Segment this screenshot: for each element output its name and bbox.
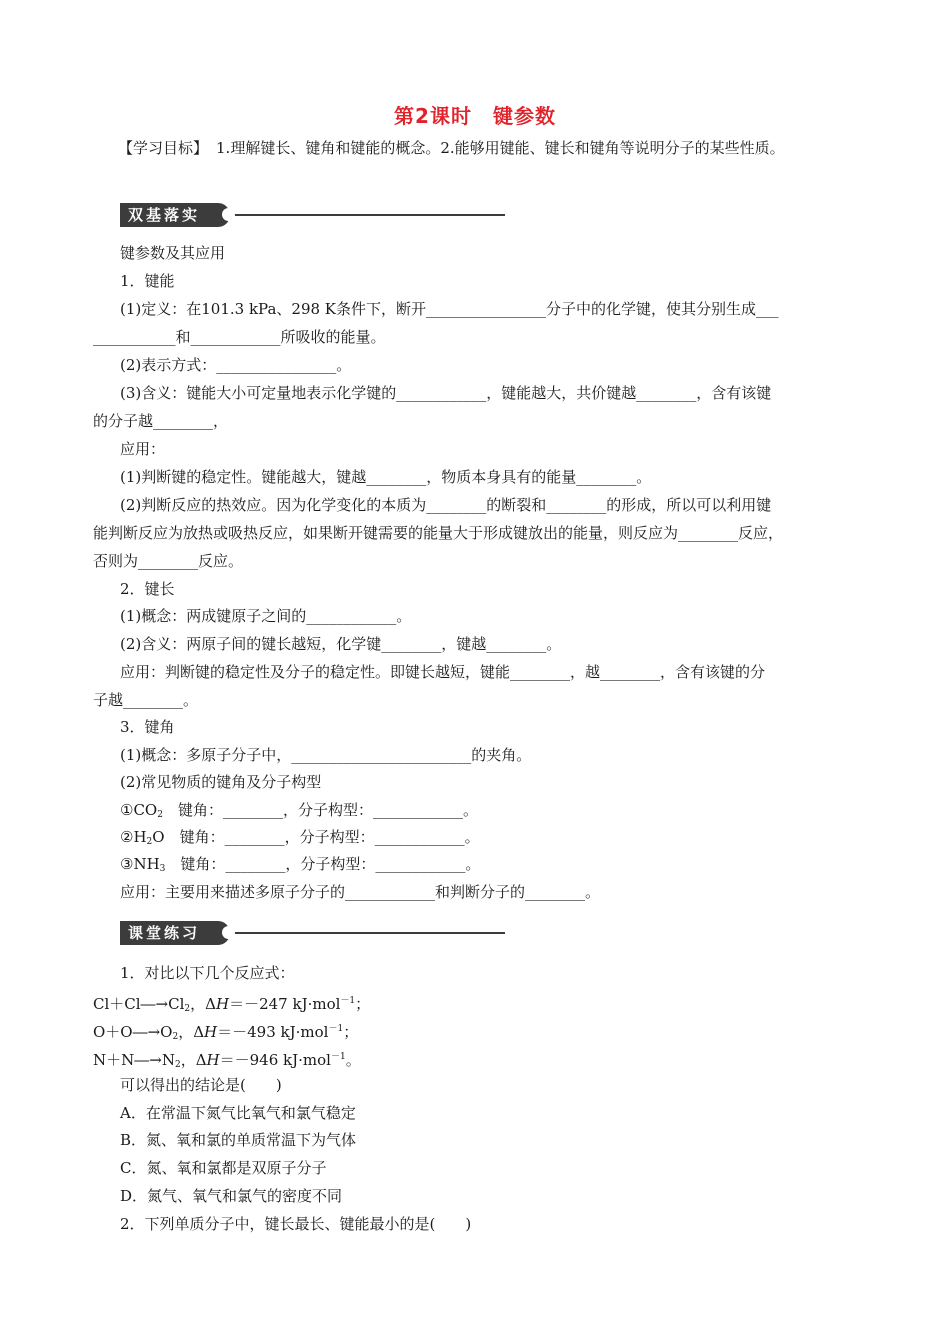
unit-superscript: －1 [330,1052,346,1062]
angle-application: 应用：主要用来描述多原子分子的____________和判断分子的________。 [120,883,601,901]
option-b: B．氮、氧和氯的单质常温下为气体 [120,1131,357,1149]
enthalpy-symbol: H [215,995,230,1013]
energy-title: 1．键能 [120,272,175,290]
reaction-text: ； [355,995,371,1013]
section-header-practice [120,921,510,945]
reaction-n [93,1047,361,1075]
reaction-o [93,1019,358,1047]
reaction-text: N＋N―→N [93,1051,175,1069]
section-dot-icon [222,208,235,221]
angle-co2-line [120,800,478,825]
length-application-line1: 应用：判断键的稳定性及分子的稳定性。即键长越短，键能________，越________，含有该键的分 [120,663,766,681]
co2-label: ①CO [120,801,158,819]
reaction-text: ＝－946 kJ·mol [219,1051,331,1069]
reaction-text: ＝－493 kJ·mol [217,1023,329,1041]
co2-subscript: 2 [157,810,163,820]
energy-application-2-line3: 否则为________反应。 [93,552,244,570]
reaction-subscript: 2 [172,1032,179,1042]
angle-h2o-line [120,827,480,852]
enthalpy-symbol: H [204,1023,218,1041]
section-title: 双基落实 [120,203,230,227]
energy-definition-line2: ___________和____________所吸收的能量。 [93,328,386,346]
length-concept: (1)概念：两成键原子之间的____________。 [120,607,412,625]
energy-representation: (2)表示方式：________________。 [120,356,352,374]
nh3-blanks: 键角：________，分子构型：____________。 [165,855,481,873]
reaction-text: ； [343,1023,359,1041]
reaction-subscript: 2 [174,1060,181,1070]
reaction-text: 。 [345,1051,361,1069]
energy-meaning-line2: 的分子越________， [93,412,229,430]
reaction-text: ，Δ [190,995,216,1013]
reaction-text: Cl＋Cl―→Cl [93,995,185,1013]
nh3-subscript: 3 [159,864,166,874]
learning-objective [118,137,888,158]
co2-blanks: 键角：________，分子构型：____________。 [162,801,478,819]
unit-superscript: －1 [328,1024,344,1034]
page-title: 第2课时 键参数 [394,104,556,128]
h2o-blanks: O 键角：________，分子构型：____________。 [152,828,480,846]
reaction-text: ＝－247 kJ·mol [229,995,341,1013]
question-2: 2．下列单质分子中，键长最长、键能最小的是( ) [120,1215,472,1233]
question-1-stem: 可以得出的结论是( ) [120,1076,282,1094]
energy-meaning-line1: (3)含义：键能大小可定量地表示化学键的____________，键能越大，共价键越________，含有该键 [120,384,772,402]
content-heading: 键参数及其应用 [120,244,226,262]
reaction-text: ，Δ [178,1023,205,1041]
nh3-label: ③NH [120,855,160,873]
section-dot-icon [222,926,235,939]
section-header-basics [120,203,510,227]
question-1: 1．对比以下几个反应式： [120,964,295,982]
reaction-text: ，Δ [180,1051,207,1069]
reaction-text: O＋O―→O [93,1023,173,1041]
angle-common-substances: (2)常见物质的键角及分子构型 [120,773,322,791]
objective-label: 【学习目标】 [118,139,209,157]
section-title: 课堂练习 [120,921,230,945]
reaction-cl [93,991,370,1019]
length-application-line2: 子越________。 [93,691,199,709]
length-meaning: (2)含义：两原子间的键长越短，化学键________，键越________。 [120,635,562,653]
option-a: A．在常温下氮气比氧气和氯气稳定 [120,1104,356,1122]
application-label: 应用： [120,440,166,458]
option-c: C．氮、氧和氯都是双原子分子 [120,1159,327,1177]
energy-definition-line1: (1)定义：在101.3 kPa、298 K条件下，断开________________分子中的化学键，使其分别生成___ [120,300,779,318]
section-rule [230,214,505,216]
section-rule [230,932,505,934]
energy-application-2-line1: (2)判断反应的热效应。因为化学变化的本质为________的断裂和________的形成，所以可以利用键 [120,496,772,514]
enthalpy-symbol: H [206,1051,220,1069]
option-d: D．氮气、氧气和氯气的密度不同 [120,1187,343,1205]
reaction-subscript: 2 [184,1004,191,1014]
energy-application-1: (1)判断键的稳定性。键能越大，键越________，物质本身具有的能量________。 [120,468,652,486]
energy-application-2-line2: 能判断反应为放热或吸热反应，如果断开键需要的能量大于形成键放出的能量，则反应为________反应， [93,524,784,542]
objective-text: 1.理解键长、键角和键能的概念。2.能够用键能、键长和键角等说明分子的某些性质。 [216,139,785,157]
unit-superscript: －1 [340,996,356,1006]
angle-concept: (1)概念：多原子分子中，________________________的夹角。 [120,746,532,764]
angle-title: 3．键角 [120,718,175,736]
h2o-label: ②H [120,828,147,846]
length-title: 2．键长 [120,580,175,598]
h2o-subscript: 2 [146,837,153,847]
angle-nh3-line [120,854,480,879]
